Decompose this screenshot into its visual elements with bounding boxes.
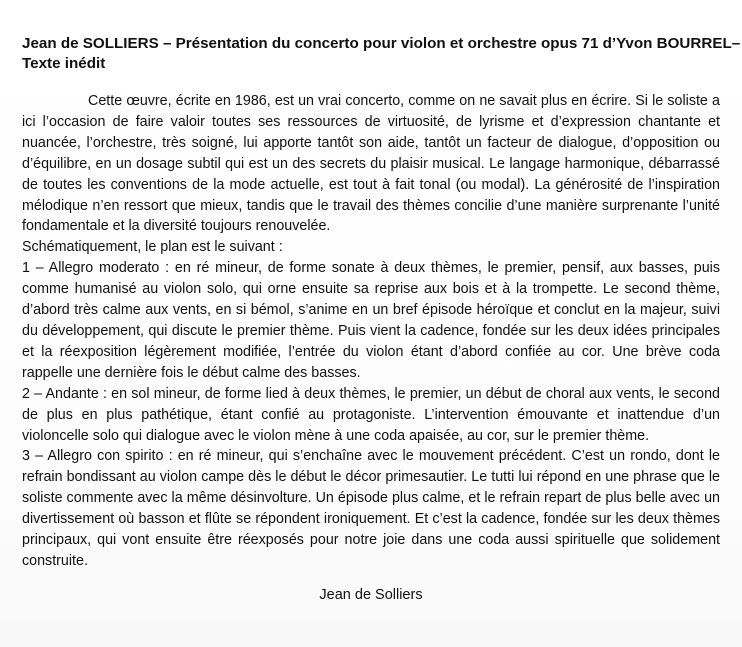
title-line-1: Jean de SOLLIERS – Présentation du concerto pour violon et orchestre opus 71 d’Yvon BOURREL–	[22, 35, 741, 52]
title-line-2: Texte inédit	[22, 55, 106, 72]
intro-paragraph: Cette œuvre, écrite en 1986, est un vrai concerto, comme on ne savait plus en écrire. Si le soliste a ici l’occasion de faire valoir toutes ses ressources de virtuosité, de lyrisme et d’expression chantante et nuancée, l’orchestre, très soigné, lui apporte tantôt son aide, tantôt un facteur de dialogue, d’opposition ou d’équilibre, en un dosage subtil qui est un des secrets du plaisir musical. Le langage harmonique, débarrassé de toutes les conventions de la mode actuelle, est tout à fait tonal (ou modal). La générosité de l’inspiration mélodique n’en ressort que mieux, tandis que le travail des thèmes concilie d’une manière surprenante l’unité fondamentale et la diversité toujours renouvelée.	[22, 93, 720, 235]
movement-2-paragraph: 2 – Andante : en sol mineur, de forme lied à deux thèmes, le premier, un début de choral aux vents, le second de plus en plus pathétique, étant confié au protagoniste. L’intervention émouvante et inattendue d’un violoncelle solo qui dialogue avec le violon mène à une coda apaisée, au cor, sur le premier thème.	[22, 385, 720, 444]
author-signature: Jean de Solliers	[319, 587, 423, 603]
document-body	[22, 91, 720, 572]
movement-1-paragraph: 1 – Allegro moderato : en ré mineur, de forme sonate à deux thèmes, le premier, pensif, aux basses, puis comme humanisé au violon solo, qui orne ensuite sa reprise aux bois et à la trompette. Le second thème, d’abord très calme aux vents, en si bémol, s’anime en un bref épisode héroïque et conclut en la majeur, suivi du développement, qui discute le premier thème. Puis vient la cadence, fondée sur les deux idées principales et la réexposition légèrement modifiée, l’entrée du violon étant d’abord confiée au cor. Une brève coda rappelle une dernière fois le début calme des basses.	[22, 260, 720, 381]
plan-intro-paragraph: Schématiquement, le plan est le suivant :	[22, 239, 283, 256]
document-title	[22, 34, 741, 74]
movement-3-paragraph: 3 – Allegro con spirito : en ré mineur, qui s’enchaîne avec le mouvement précédent. C’est un rondo, dont le refrain bondissant au violon campe dès le début le décor primesautier. Le tutti lui répond en une phrase que le soliste commente avec la même désinvolture. Un épisode plus calme, et le refrain repart de plus belle avec un divertissement où basson et flûte se répondent ironiquement. Et c’est la cadence, fondée sur les deux thèmes principaux, qui vont ensuite être réexposés pour notre joie dans une coda aussi spirituelle que solidement construite.	[22, 448, 720, 569]
